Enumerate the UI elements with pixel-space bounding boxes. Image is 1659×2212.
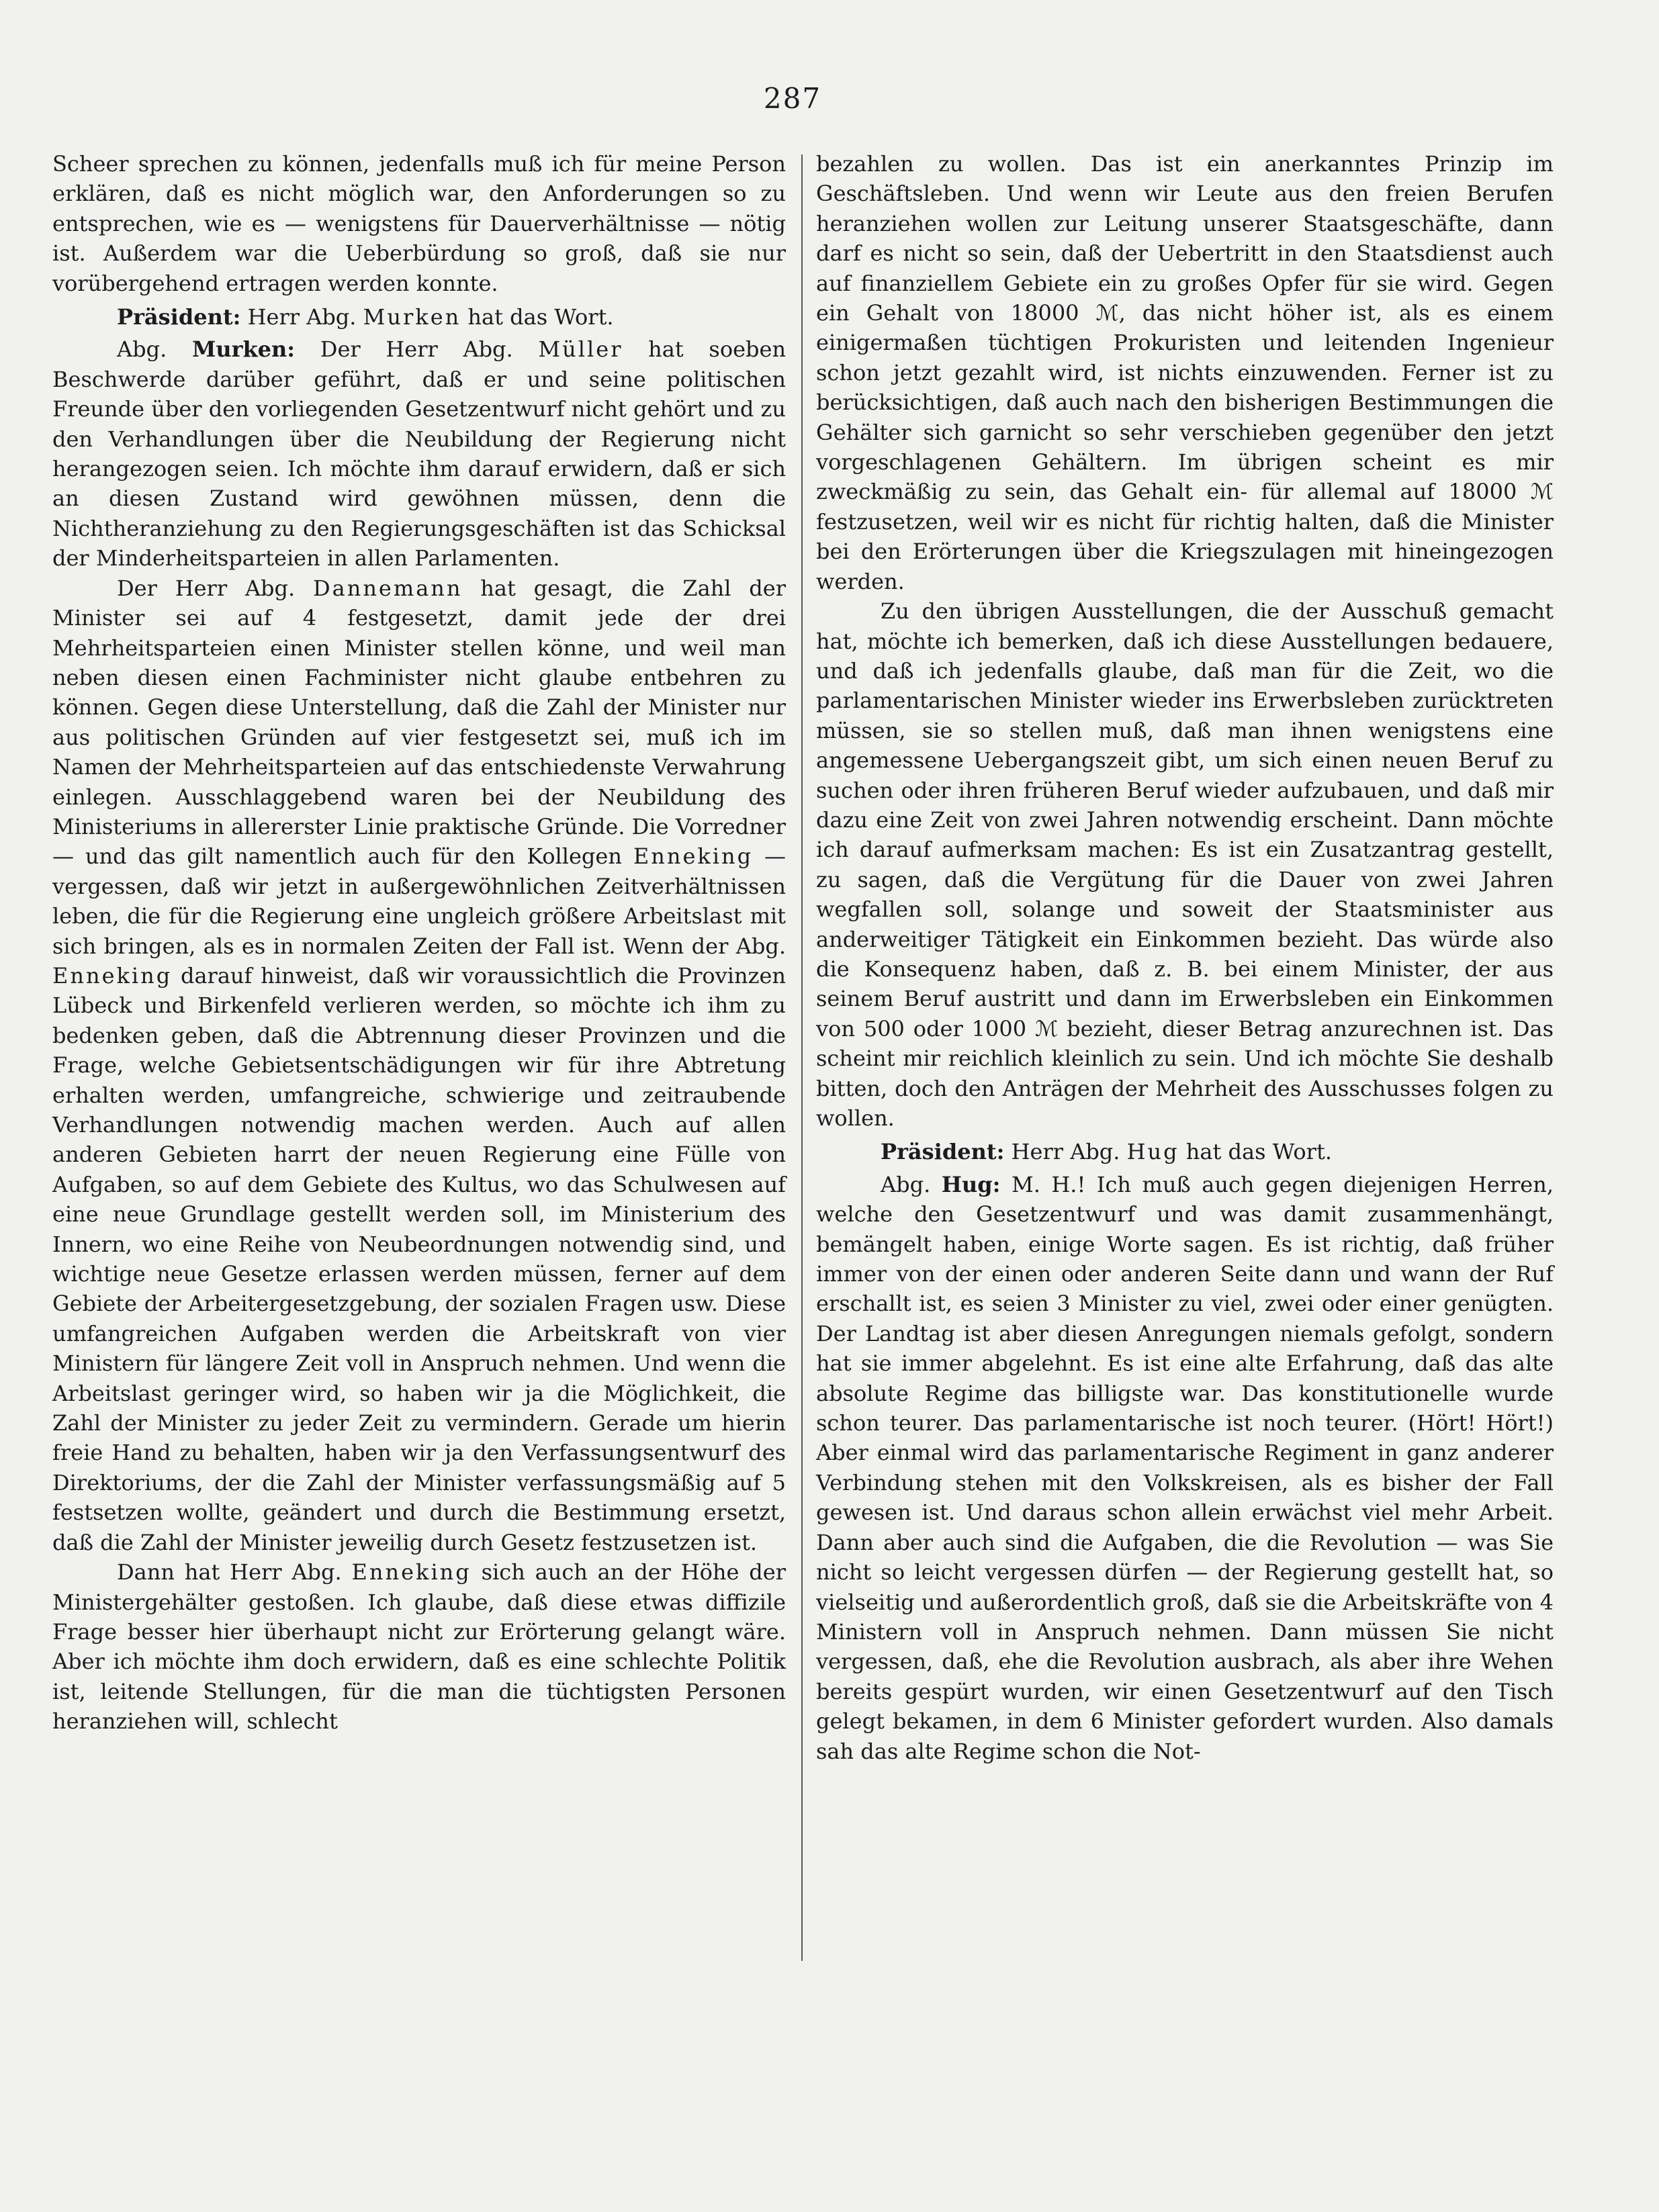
speaker-name: Müller	[538, 336, 623, 363]
text-fragment: hat das Wort.	[1185, 1139, 1332, 1165]
text-fragment: hat soeben Beschwerde darüber geführt, daß er und seine politischen Freunde über den vorliegenden Gesetzentwurf nicht gehört und zu den Verhandlungen über die Neubildung der Regierung nicht herangezogen seien. Ich möchte ihm darauf erwidern, daß er sich an diesen Zustand wird gewöhnen müssen, denn die Nichtheranziehung zu den Regierungsgeschäften ist das Schicksal der Minderheitsparteien in allen Parlamenten.	[52, 336, 787, 571]
speaker-label: Hug:	[941, 1171, 1001, 1197]
speaker-name: Enneking	[351, 1559, 472, 1585]
speaker-name: Murken	[363, 304, 461, 330]
paragraph: Scheer sprechen zu können, jedenfalls muß ich für meine Person erklären, daß es nicht möglich war, den Anforderungen so zu entsprechen, wie es — wenigstens für Dauerverhältnisse — nötig ist. Außerdem war die Ueberbürdung so groß, daß sie nur vorübergehend ertragen werden konnte.	[52, 151, 786, 296]
text-fragment: Der Herr Abg.	[320, 336, 513, 363]
text-fragment: hat gesagt, die Zahl der Minister sei auf 4 festgesetzt, damit jede der drei Mehrheitsparteien einen Minister stellen könne, und weil man neben diesen einen Fachminister nicht glaube entbehren zu können. Gegen diese Unterstellung, daß die Zahl der Minister nur aus politischen Gründen auf vier festgesetzt sei, muß ich im Namen der Mehrheitsparteien auf das entschiedenste Verwahrung einlegen. Ausschlaggebend waren bei der Neubildung des Ministeriums in allererster Linie praktische Gründe. Die Vorredner — und das gilt namentlich auch für den Kollegen	[52, 575, 786, 870]
text-fragment: M. H.! Ich muß auch gegen diejenigen Herren, welche den Gesetzentwurf und was damit zusammenhängt, bemängelt haben, einige Worte sagen. Es ist richtig, daß früher immer von der einen oder anderen Seite dann und wann der Ruf erschallt ist, es seien 3 Minister zu viel, zwei oder einer genügten. Der Landtag ist aber diesen Anregungen niemals gefolgt, sondern hat sie immer abgelehnt. Es ist eine alte Erfahrung, daß das alte absolute Regime das billigste war. Das konstitutionelle wurde schon teurer. Das parlamentarische ist noch teurer. (Hört! Hört!) Aber einmal wird das parlamentarische Regiment in ganz anderer Verbindung stehen mit den Volkskreisen, als es bisher der Fall gewesen ist. Und daraus schon allein erwächst viel mehr Arbeit. Dann aber auch sind die Aufgaben, die die Revolution — was Sie nicht so leicht vergessen dürfen — der Regierung gestellt hat, so vielseitig und außerordentlich groß, daß sie die Arbeitskräfte von 4 Ministern voll in Anspruch nehmen. Dann müssen Sie nicht vergessen, daß, ehe die Revolution ausbrach, als aber ihre Wehen bereits gespürt wurden, wir einen Gesetzentwurf auf den Tisch gelegt bekamen, in dem 6 Minister gefordert wurden. Also damals sah das alte Regime schon die Not-	[816, 1171, 1554, 1764]
text-fragment: hat das Wort.	[467, 304, 614, 330]
paragraph	[52, 573, 786, 1557]
speech-paragraph	[816, 1170, 1554, 1766]
paragraph: bezahlen zu wollen. Das ist ein anerkanntes Prinzip im Geschäftsleben. Und wenn wir Leute aus den freien Berufen heranziehen wollen zur Leitung unserer Staatsgeschäfte, dann darf es nicht so sein, daß der Uebertritt in den Staatsdienst auch auf finanziellem Gebiete ein zu großes Opfer für sie wird. Gegen ein Gehalt von 18000 ℳ, das nicht höher ist, als es einem einigermaßen tüchtigen Prokuristen und leitenden Ingenieur schon jetzt gezahlt wird, ist nichts einzuwenden. Ferner ist zu berücksichtigen, daß auch nach den bisherigen Bestimmungen die Gehälter sich garnicht so sehr verschieben gegenüber den jetzt vorgeschlagenen Gehältern. Im übrigen scheint es mir zweckmäßig zu sein, das Gehalt ein- für allemal auf 18000 ℳ festzusetzen, weil wir es nicht für richtig halten, daß die Minister bei den Erörterungen über die Kriegszulagen mit hineingezogen werden.	[816, 151, 1554, 594]
text-fragment: Herr Abg.	[1011, 1139, 1120, 1165]
text-fragment: Abg.	[117, 336, 167, 363]
right-column	[816, 149, 1554, 1766]
text-fragment: Der Herr Abg.	[117, 575, 296, 601]
text-fragment: — vergessen, daß wir jetzt in außergewöhnlichen Zeitverhältnissen leben, die für die Regierung eine ungleich größere Arbeitslast mit sich bringen, als es in normalen Zeiten der Fall ist. Wenn der Abg.	[52, 843, 787, 959]
column-divider	[801, 154, 803, 1961]
speaker-name: Enneking	[52, 962, 173, 988]
president-statement	[52, 302, 786, 332]
speaker-name: Hug	[1126, 1139, 1179, 1165]
text-fragment: Dann hat Herr Abg.	[117, 1559, 342, 1585]
paragraph: Zu den übrigen Ausstellungen, die der Ausschuß gemacht hat, möchte ich bemerken, daß ich diese Ausstellungen bedauere, und daß ich jedenfalls glaube, daß man für die Zeit, wo die parlamentarischen Minister wieder ins Erwerbsleben zurücktreten müssen, sie so stellen muß, daß man ihnen wenigstens eine angemessene Uebergangszeit gibt, um sich einen neuen Beruf zu suchen oder ihren früheren Beruf wieder aufzubauen, und daß mir dazu eine Zeit von zwei Jahren notwendig erscheint. Dann möchte ich darauf aufmerksam machen: Es ist ein Zusatzantrag gestellt, zu sagen, daß die Vergütung für die Dauer von zwei Jahren wegfallen soll, solange und soweit der Staatsminister aus anderweitiger Tätigkeit ein Einkommen bezieht. Das würde also die Konsequenz haben, daß z. B. bei einem Minister, der aus seinem Beruf austritt und dann im Erwerbsleben ein Einkommen von 500 oder 1000 ℳ bezieht, dieser Betrag anzurechnen ist. Das scheint mir reichlich kleinlich zu sein. Und ich möchte Sie deshalb bitten, doch den Anträgen der Mehrheit des Ausschusses folgen zu wollen.	[816, 598, 1554, 1131]
text-fragment: darauf hinweist, daß wir voraussichtlich die Provinzen Lübeck und Birkenfeld verlieren werden, so möchte ich ihm zu bedenken geben, daß die Abtrennung dieser Provinzen und die Frage, welche Gebietsentschädigungen wir für ihre Abtretung erhalten werden, umfangreiche, schwierige und zeitraubende Verhandlungen notwendig machen werden. Auch auf allen anderen Gebieten harrt der neuen Regierung eine Fülle von Aufgaben, so auf dem Gebiete des Kultus, wo das Schulwesen auf eine neue Grundlage gestellt werden soll, im Ministerium des Innern, wo eine Reihe von Neubeordnungen notwendig sind, und wichtige neue Gesetze erlassen werden müssen, ferner auf dem Gebiete der Arbeitergesetzgebung, der sozialen Fragen usw. Diese umfangreichen Aufgaben werden die Arbeitskraft von vier Ministern für längere Zeit voll in Anspruch nehmen. Und wenn die Arbeitslast geringer wird, so haben wir ja die Möglichkeit, die Zahl der Minister zu jeder Zeit zu vermindern. Gerade um hierin freie Hand zu behalten, haben wir ja den Verfassungsentwurf des Direktoriums, der die Zahl der Minister verfassungsmäßig auf 5 festsetzen wollte, geändert und durch die Bestimmung ersetzt, daß die Zahl der Minister jeweilig durch Gesetz festzusetzen ist.	[52, 962, 787, 1555]
text-fragment: Herr Abg.	[247, 304, 357, 330]
text-fragment: sich auch an der Höhe der Ministergehälter gestoßen. Ich glaube, daß diese etwas diffizile Frage besser hier überhaupt nicht zur Erörterung gelangt wäre. Aber ich möchte ihm doch erwidern, daß es eine schlechte Politik ist, leitende Stellungen, für die man die tüchtigsten Personen heranziehen will, schlecht	[52, 1559, 787, 1735]
speaker-name: Dannemann	[312, 575, 463, 601]
left-column	[52, 149, 786, 1737]
speaker-label: Murken:	[191, 336, 296, 363]
speaker-label: Präsident:	[881, 1139, 1005, 1165]
speaker-name: Enneking	[633, 843, 754, 870]
president-statement	[816, 1137, 1554, 1166]
speech-paragraph	[52, 334, 786, 573]
paragraph	[52, 1557, 786, 1736]
text-fragment: Abg.	[881, 1171, 931, 1197]
page-number: 287	[763, 82, 822, 115]
speaker-label: Präsident:	[117, 304, 241, 330]
